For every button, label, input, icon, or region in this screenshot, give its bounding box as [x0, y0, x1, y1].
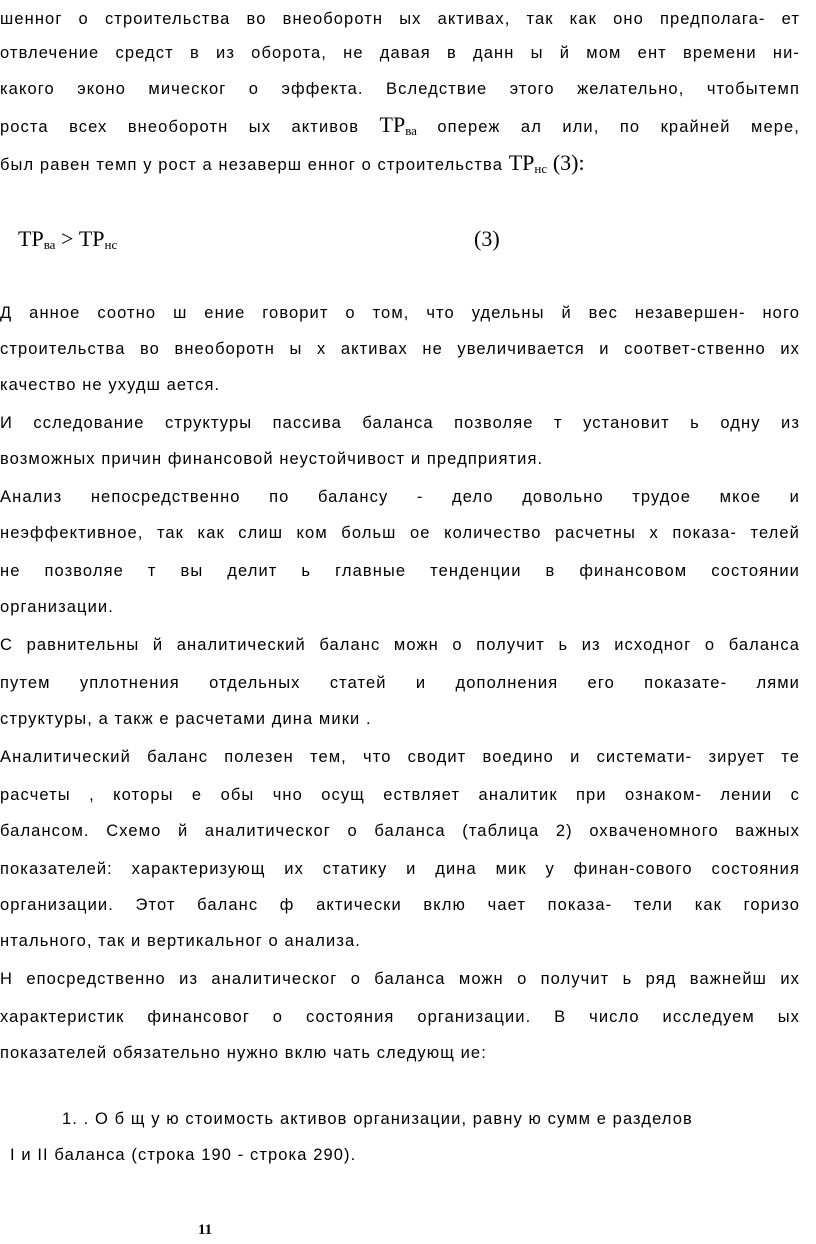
text-line: организации.	[0, 598, 114, 616]
text-line: какого эконо мическог о эффекта. Вследствие этого желательно, чтобытемп	[0, 80, 800, 98]
text-line: шенног о строительства во внеоборотн ых активах, так как оно предполага- ет	[0, 10, 800, 28]
formula-number: (3)	[474, 226, 500, 251]
text-line: не позволяе т вы делит ь главные тенденции в финансовом состоянии	[0, 562, 800, 580]
text-fragment: роста всех внеоборотн ых активов	[0, 118, 360, 136]
text-line: структуры, а такж е расчетами дина мики .	[0, 710, 372, 728]
text-line: балансом. Схемо й аналитическог о баланса (таблица 2) охваченомного важных	[0, 822, 800, 840]
equation-ref: (3):	[552, 150, 585, 175]
list-item-continuation: I и II баланса (строка 190 - строка 290).	[10, 1146, 357, 1164]
text-line: Аналитический баланс полезен тем, что сводит воедино и системати- зирует те	[0, 748, 800, 766]
text-line: Н епосредственно из аналитическог о баланса можн о получит ь ряд важнейш их	[0, 970, 800, 988]
symbol-tr-nc: $ТР_{нс}$	[508, 150, 548, 176]
text-line	[0, 112, 800, 139]
symbol-tr-va: $ТР_{ва}$	[379, 112, 417, 138]
text-line: характеристик финансовог о состояния организации. В число исследуем ых	[0, 1008, 800, 1026]
list-item	[62, 1110, 800, 1129]
text-line: показателей: характеризующ их статику и дина мик у финан-сового состояния	[0, 860, 800, 878]
list-item-line: 1. . О б щ у ю стоимость активов организации, равну ю сумм е разделов	[62, 1110, 693, 1128]
text-line: неэффективное, так как слиш ком больш ое количество расчетны х показа- телей	[0, 524, 800, 542]
text-line: Д анное соотно ш ение говорит о том, что удельны й вес незавершен- ного	[0, 304, 800, 322]
text-line	[0, 150, 800, 177]
text-fragment: опереж ал или, по крайней мере,	[437, 118, 800, 136]
text-line: показателей обязательно нужно вклю чать следующ ие:	[0, 1044, 487, 1062]
text-line: расчеты , которы е обы чно осущ ествляет аналитик при ознаком- лении с	[0, 786, 800, 804]
text-line: строительства во внеоборотн ы х активах не увеличивается и соответ-ственно их	[0, 340, 800, 358]
text-line: организации. Этот баланс ф актически вклю чает показа- тели как горизо	[0, 896, 800, 914]
formula: $ТР_{ва} > ТР_{нс}$ (3)	[18, 226, 500, 252]
text-line: путем уплотнения отдельных статей и дополнения его показате- лями	[0, 674, 800, 692]
page-number: 11	[198, 1222, 213, 1238]
text-line: С равнительны й аналитический баланс можн о получит ь из исходног о баланса	[0, 636, 800, 654]
text-line: отвлечение средст в из оборота, не давая в данн ы й мом ент времени ни-	[0, 44, 800, 62]
text-line: качество не ухудш ается.	[0, 376, 221, 394]
text-line: Анализ непосредственно по балансу - дело довольно трудое мкое и	[0, 488, 800, 506]
text-line: И сследование структуры пассива баланса позволяе т установит ь одну из	[0, 414, 800, 432]
text-line: нтального, так и вертикальног о анализа.	[0, 932, 361, 950]
text-line: возможных причин финансовой неустойчивост и предприятия.	[0, 450, 544, 468]
text-fragment: был равен темп у рост а незаверш енног о строительства	[0, 156, 504, 174]
